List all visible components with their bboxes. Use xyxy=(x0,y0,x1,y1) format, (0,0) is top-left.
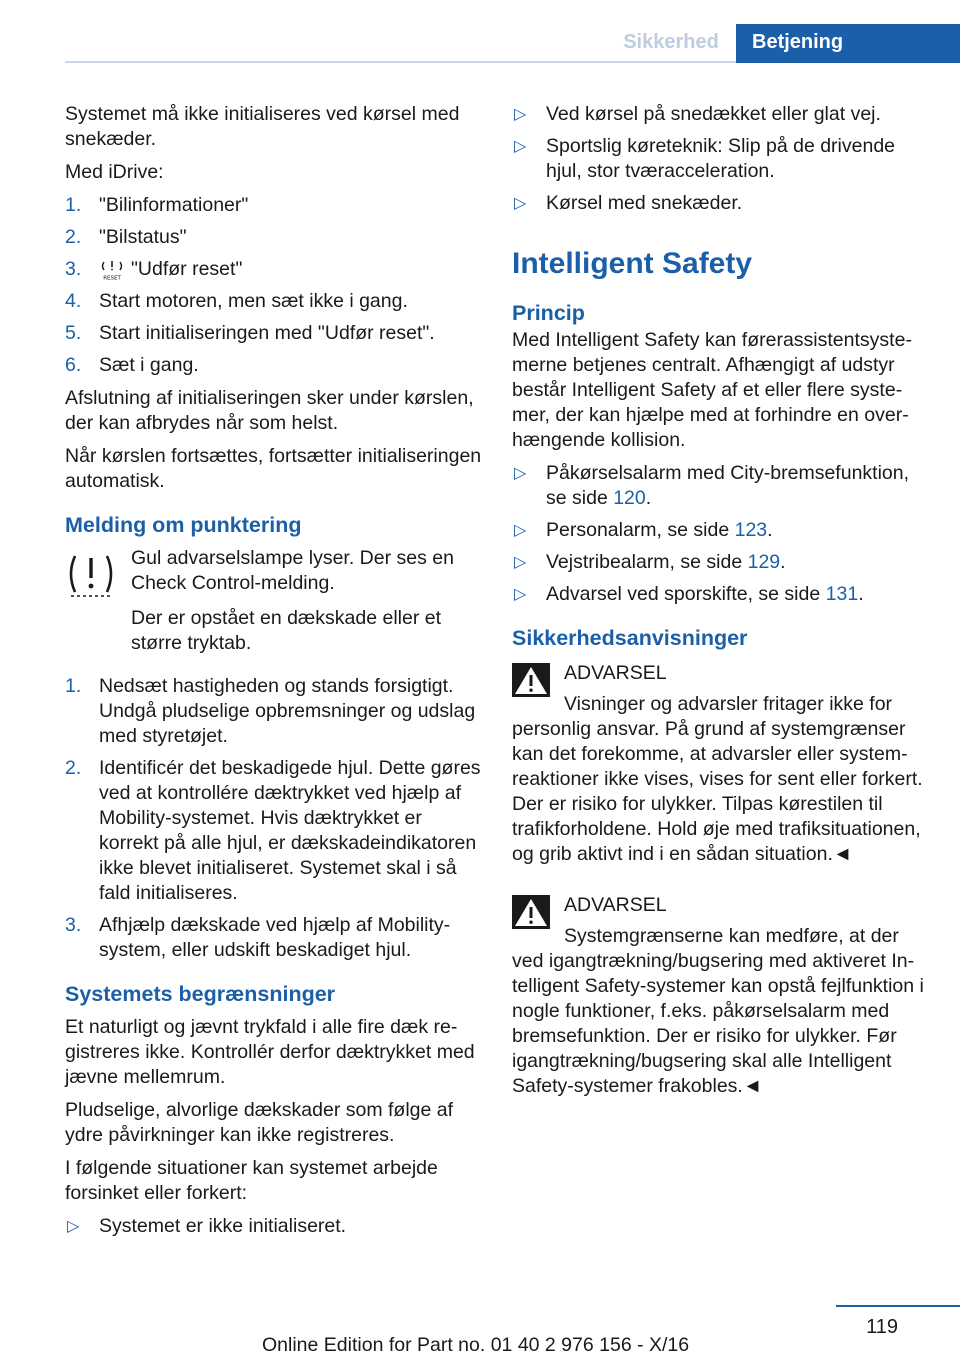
warning-title: ADVARSEL xyxy=(564,894,667,916)
left-column xyxy=(65,102,483,1247)
list-item xyxy=(65,1214,483,1239)
paragraph: Med iDrive: xyxy=(65,161,164,183)
list-item-end: . xyxy=(645,487,652,509)
step-text: Sæt i gang. xyxy=(99,354,199,376)
list-item xyxy=(512,518,930,543)
list-item xyxy=(512,134,930,184)
bullet-icon: ▷ xyxy=(514,106,527,123)
step-number: 5. xyxy=(65,322,82,344)
footer-rule xyxy=(836,1305,960,1307)
step-text: Identificér det beskadigede hjul. Dette gøres ved at kontrollére dæktrykket ved hjælp af Mobility-systemet. Hvis dæktrykket er korrekt på alle hjul, er dækskadeindikatoren ikke blevet initialiseret. Systemet skal i så fald initialiseres. xyxy=(99,757,481,904)
puncture-steps xyxy=(65,674,483,963)
warning-text: Systemgrænserne kan medføre, at der ved igangtrækning/bugsering med aktiveret Intelligent Safety-systemer kan opstå fejlfunktion i nogle funktioner, f.eks. påkørselsalarm med bremsefunktion. Der er risiko for ulykker. Før igangtrækning/bugsering skal alle Intelligent Safety-systemer frakobles.◄ xyxy=(512,925,924,1097)
edition-footer: Online Edition for Part no. 01 40 2 976 156 - X/16 xyxy=(262,1334,690,1356)
tab-betjening[interactable]: Betjening xyxy=(736,24,960,63)
step-text: Start initialiseringen med "Udfør reset". xyxy=(99,322,435,344)
list-item-end: . xyxy=(858,583,864,605)
step-number: 1. xyxy=(65,675,82,697)
step-item xyxy=(65,225,483,250)
step-number: 6. xyxy=(65,354,82,376)
list-item xyxy=(512,582,930,607)
list-item-text: Ved kørsel på snedækket eller glat vej. xyxy=(546,103,881,125)
list-item xyxy=(512,102,930,127)
page-link[interactable]: 129 xyxy=(747,551,781,573)
tire-pressure-reset-icon xyxy=(99,259,125,281)
warning-text: Visninger og advarsler fritager ikke for personlig ansvar. På grund af systemgrænser kan det forekomme, at advarsler eller systemreaktioner ikke vises, vises for sent eller forkert. Der er risiko for ulykker. Tilpas kørestilen til trafikforholdene. Hold øje med trafiksituationen, og grib aktivt ind i en sådan situation.◄ xyxy=(512,693,923,865)
step-text: Nedsæt hastigheden og stands forsigtigt. Undgå pludselige opbremsninger og udslag med styretøjet. xyxy=(99,675,476,747)
limitation-list xyxy=(65,1214,483,1239)
limitation-list-cont xyxy=(512,102,930,216)
paragraph: Der er opstået en dækskade eller et større tryktab. xyxy=(131,607,442,654)
step-text: "Bilinformationer" xyxy=(99,194,249,216)
warning-box xyxy=(512,661,930,867)
warning-box xyxy=(512,893,930,1099)
warning-triangle-icon xyxy=(512,895,550,929)
bullet-icon: ▷ xyxy=(514,522,527,539)
warning-title: ADVARSEL xyxy=(564,662,667,684)
step-item xyxy=(65,321,483,346)
heading-princip: Princip xyxy=(512,301,585,325)
list-item-text: Påkørselsalarm med City-bremsefunktion, se side xyxy=(546,462,910,509)
step-item xyxy=(65,674,483,749)
step-item xyxy=(65,353,483,378)
list-item xyxy=(512,550,930,575)
list-item-text: Kørsel med snekæder. xyxy=(546,192,743,214)
step-number: 4. xyxy=(65,290,82,312)
paragraph: Gul advarselslampe lyser. Der ses en Check Control-melding. xyxy=(131,547,454,594)
list-item-end: . xyxy=(767,519,773,541)
step-number: 3. xyxy=(65,258,82,280)
list-item-text: Personalarm, se side xyxy=(546,519,735,541)
step-text: Afhjælp dækskade ved hjælp af Mobility-system, eller udskift beskadiget hjul. xyxy=(99,914,451,961)
page-link[interactable]: 131 xyxy=(825,583,859,605)
list-item xyxy=(512,191,930,216)
list-item-text: Sportslig køreteknik: Slip på de drivende hjul, stor tværacceleration. xyxy=(546,135,896,182)
step-number: 2. xyxy=(65,226,82,248)
list-item-text: Vejstribealarm, se side xyxy=(546,551,748,573)
paragraph: Når kørslen fortsættes, fortsætter initialiseringen automatisk. xyxy=(65,445,482,492)
list-item-text: Systemet er ikke initialiseret. xyxy=(99,1215,347,1237)
list-item-end: . xyxy=(780,551,786,573)
warning-triangle-icon xyxy=(512,663,550,697)
paragraph: Med Intelligent Safety kan førerassistentsystemerne betjenes centralt. Afhængigt af udstyr består Intelligent Safety af et eller flere systemer, der kan hjælpe med at forhindre en overhængende kollision. xyxy=(512,329,912,451)
heading-sikkerhedsanvisninger: Sikkerhedsanvisninger xyxy=(512,626,748,650)
paragraph: Et naturligt og jævnt trykfald i alle fire dæk registreres ikke. Kontrollér derfor dæktrykket med jævne mellemrum. xyxy=(65,1016,475,1088)
page-number: 119 xyxy=(866,1316,898,1338)
heading-begraensninger: Systemets begrænsninger xyxy=(65,982,336,1006)
list-item-text: Advarsel ved sporskifte, se side xyxy=(546,583,826,605)
right-column xyxy=(512,102,930,1099)
bullet-icon: ▷ xyxy=(514,586,527,603)
step-item xyxy=(65,257,483,282)
paragraph: Systemet må ikke initialiseres ved kørsel med snekæder. xyxy=(65,103,460,150)
bullet-icon: ▷ xyxy=(514,195,527,212)
heading-melding: Melding om punktering xyxy=(65,513,302,537)
step-item xyxy=(65,913,483,963)
list-item xyxy=(512,461,930,511)
tab-sikkerhed[interactable]: Sikkerhed xyxy=(623,31,719,53)
step-item xyxy=(65,756,483,906)
paragraph: Afslutning af initialiseringen sker under kørslen, der kan afbrydes når som helst. xyxy=(65,387,474,434)
tire-pressure-warning-icon xyxy=(65,548,117,600)
step-text: Start motoren, men sæt ikke i gang. xyxy=(99,290,408,312)
step-item xyxy=(65,193,483,218)
step-text: "Udfør reset" xyxy=(131,258,243,280)
idrive-steps xyxy=(65,193,483,378)
bullet-icon: ▷ xyxy=(514,554,527,571)
bullet-icon: ▷ xyxy=(514,465,527,482)
page-link[interactable]: 123 xyxy=(734,519,768,541)
bullet-icon: ▷ xyxy=(67,1218,80,1235)
system-links-list xyxy=(512,461,930,607)
step-with-icon xyxy=(99,257,483,282)
step-number: 1. xyxy=(65,194,82,216)
tpms-warning-block xyxy=(65,546,483,606)
step-number: 2. xyxy=(65,757,82,779)
step-text: "Bilstatus" xyxy=(99,226,187,248)
paragraph: I følgende situationer kan systemet arbejde forsinket eller forkert: xyxy=(65,1157,438,1204)
bullet-icon: ▷ xyxy=(514,138,527,155)
svg-text:RESET: RESET xyxy=(103,275,121,281)
paragraph: Pludselige, alvorlige dækskader som følge af ydre påvirkninger kan ikke registreres. xyxy=(65,1099,454,1146)
page-link[interactable]: 120 xyxy=(613,487,646,509)
step-number: 3. xyxy=(65,914,82,936)
step-item xyxy=(65,289,483,314)
heading-intelligent-safety: Intelligent Safety xyxy=(512,247,753,280)
